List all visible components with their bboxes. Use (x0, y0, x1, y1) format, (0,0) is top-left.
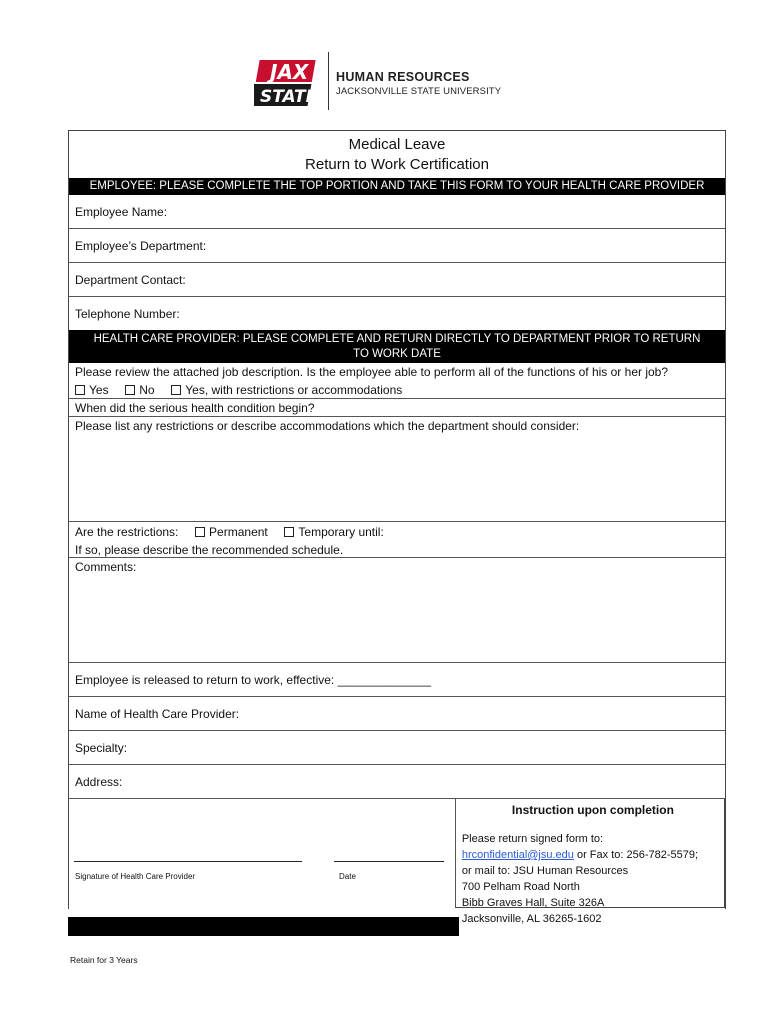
signature-line[interactable] (74, 861, 302, 862)
signature-label: Signature of Health Care Provider (75, 872, 196, 881)
employee-department-field[interactable] (69, 228, 725, 262)
instructions-box (455, 799, 725, 925)
logo-bottom-text: STATE (260, 87, 318, 107)
specialty-field[interactable] (69, 730, 725, 764)
yes-restrictions-label: Yes, with restrictions or accommodations (185, 383, 403, 397)
employee-name-label: Employee Name: (75, 204, 168, 219)
footer-black-bar (68, 917, 459, 936)
permanent-option[interactable] (195, 525, 268, 539)
instructions-line5: Bibb Graves Hall, Suite 326A (461, 897, 605, 909)
telephone-label: Telephone Number: (75, 306, 180, 321)
logo-top-text: JAX (270, 60, 309, 84)
specialty-label: Specialty: (75, 740, 128, 755)
comments-field[interactable] (69, 557, 725, 662)
signature-area[interactable] (69, 799, 455, 909)
email-link[interactable]: hrconfidential@jsu.edu (461, 849, 574, 861)
date-label: Date (339, 872, 356, 881)
no-label: No (139, 383, 155, 397)
restrictions-type-line (75, 522, 719, 541)
employee-name-field[interactable] (69, 195, 725, 228)
yes-option[interactable] (75, 383, 109, 397)
temporary-label: Temporary until: (298, 525, 384, 539)
no-checkbox[interactable] (125, 385, 135, 395)
header-divider (328, 52, 329, 110)
provider-name-label: Name of Health Care Provider: (75, 706, 240, 721)
yes-label: Yes (89, 383, 109, 397)
temporary-checkbox[interactable] (284, 527, 294, 537)
certification-form (68, 130, 726, 925)
restrictions-question: Please list any restrictions or describe accommodations which the department should consider: (75, 419, 580, 433)
released-field[interactable] (69, 662, 725, 696)
no-option[interactable] (125, 383, 154, 397)
signature-section (69, 798, 725, 925)
instructions-line1: Please return signed form to: (461, 833, 604, 845)
date-line[interactable] (334, 861, 444, 862)
provider-name-field[interactable] (69, 696, 725, 730)
restrictions-type-block (69, 521, 725, 557)
address-label: Address: (75, 774, 123, 789)
job-question-block (69, 363, 725, 398)
job-question: Please review the attached job description. Is the employee able to perform all of the functions of his or her job? (75, 365, 669, 379)
retain-note: Retain for 3 Years (70, 955, 138, 965)
university-name: JACKSONVILLE STATE UNIVERSITY (336, 86, 502, 97)
form-title-line2: Return to Work Certification (305, 156, 489, 173)
permanent-checkbox[interactable] (195, 527, 205, 537)
department-contact-label: Department Contact: (75, 272, 186, 287)
job-options (75, 381, 719, 399)
instructions-text (462, 831, 724, 927)
condition-question: When did the serious health condition begin? (75, 401, 315, 415)
instructions-email-line (462, 847, 724, 863)
yes-restrictions-checkbox[interactable] (171, 385, 181, 395)
instructions-title: Instruction upon completion (511, 803, 674, 817)
department-contact-field[interactable] (69, 262, 725, 296)
restrictions-field[interactable] (69, 416, 725, 521)
provider-banner: HEALTH CARE PROVIDER: PLEASE COMPLETE AND RETURN DIRECTLY TO DEPARTMENT PRIOR TO RETURN TO WORK DATE (69, 330, 725, 363)
fax-text: or Fax to: 256-782-5579; (573, 849, 699, 861)
instructions-line3: or mail to: JSU Human Resources (461, 865, 629, 877)
released-label: Employee is released to return to work, effective: ______________ (75, 672, 432, 687)
employee-department-label: Employee’s Department: (75, 238, 207, 253)
yes-restrictions-option[interactable] (171, 383, 402, 397)
telephone-field[interactable] (69, 296, 725, 330)
schedule-label: If so, please describe the recommended schedule. (75, 543, 344, 557)
yes-checkbox[interactable] (75, 385, 85, 395)
form-title (69, 131, 725, 178)
jax-state-logo (254, 58, 322, 108)
form-title-line1: Medical Leave (348, 136, 446, 153)
org-name: HUMAN RESOURCES (336, 70, 470, 84)
address-field[interactable] (69, 764, 725, 798)
permanent-label: Permanent (209, 525, 268, 539)
comments-label: Comments: (75, 560, 137, 574)
temporary-option[interactable] (284, 525, 383, 539)
condition-question-field[interactable] (69, 398, 725, 416)
employee-banner: EMPLOYEE: PLEASE COMPLETE THE TOP PORTION AND TAKE THIS FORM TO YOUR HEALTH CARE PROVIDER (69, 178, 725, 195)
instructions-line4: 700 Pelham Road North (461, 881, 580, 893)
instructions-line6: Jacksonville, AL 36265-1602 (461, 913, 602, 925)
restrictions-type-label: Are the restrictions: (75, 525, 179, 539)
page-header (254, 52, 554, 112)
